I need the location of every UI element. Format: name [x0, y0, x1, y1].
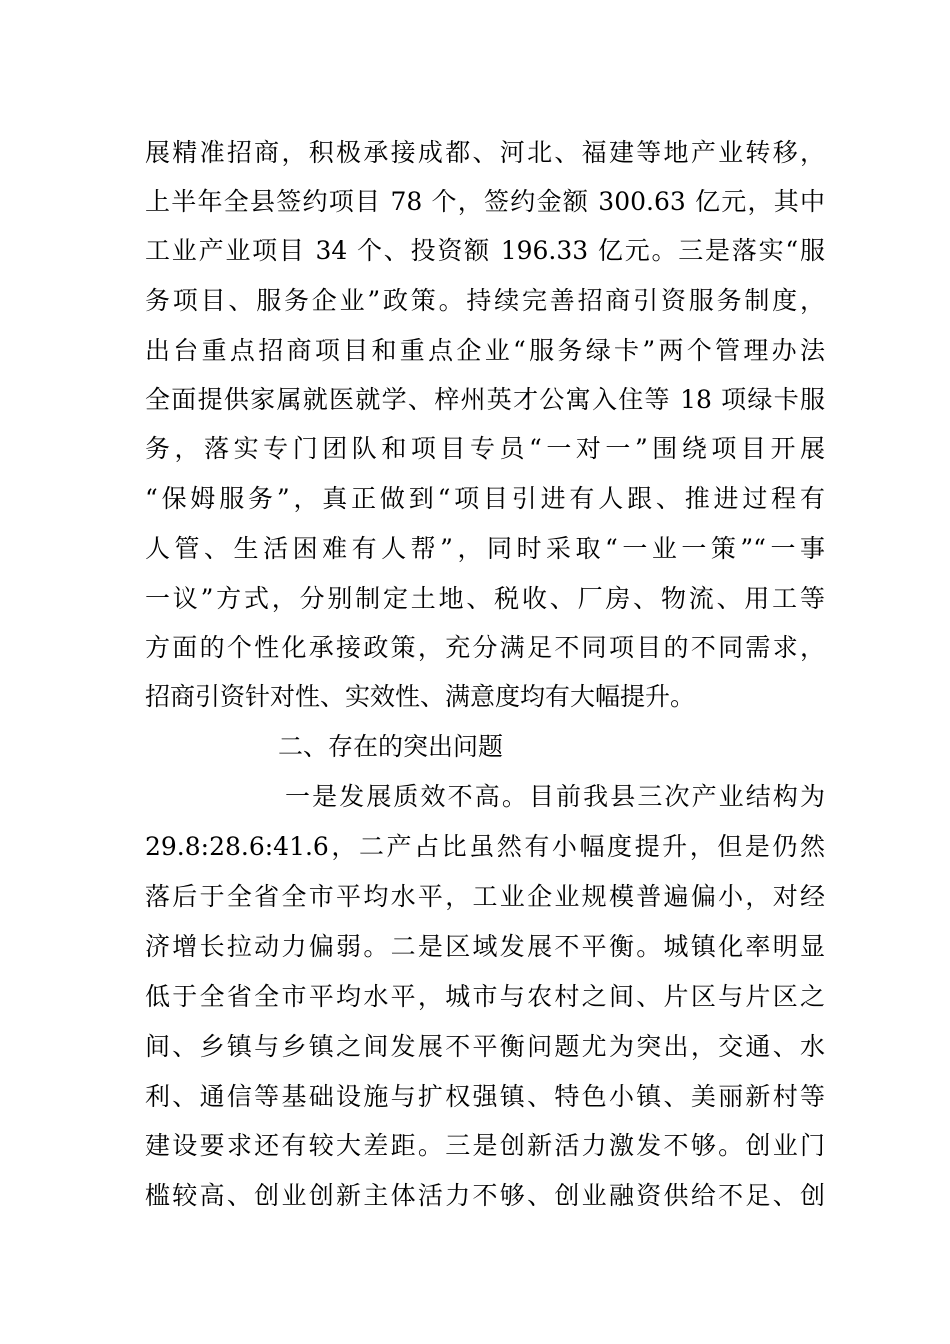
paragraph-line: 方面的个性化承接政策，充分满足不同项目的不同需求， — [145, 633, 825, 662]
paragraph-line: 落后于全省全市平均水平，工业企业规模普遍偏小，对经 — [145, 882, 825, 911]
paragraph-line: 全面提供家属就医就学、梓州英才公寓入住等 18 项绿卡服 — [145, 385, 825, 414]
paragraph-line: 建设要求还有较大差距。三是创新活力激发不够。创业门 — [145, 1131, 825, 1160]
paragraph-line: 29.8:28.6:41.6，二产占比虽然有小幅度提升，但是仍然 — [145, 832, 825, 861]
paragraph-line: 济增长拉动力偏弱。二是区域发展不平衡。城镇化率明显 — [145, 932, 825, 961]
paragraph-line: 招商引资针对性、实效性、满意度均有大幅提升。 — [145, 682, 696, 711]
paragraph-line: 出台重点招商项目和重点企业“服务绿卡”两个管理办法 — [145, 336, 825, 365]
paragraph-line: “保姆服务”，真正做到“项目引进有人跟、推进过程有 — [145, 484, 825, 513]
paragraph-line: 槛较高、创业创新主体活力不够、创业融资供给不足、创 — [145, 1181, 825, 1210]
paragraph-line: 上半年全县签约项目 78 个，签约金额 300.63 亿元，其中 — [145, 187, 825, 216]
paragraph-line: 工业产业项目 34 个、投资额 196.33 亿元。三是落实“服 — [145, 236, 825, 265]
paragraph-line: 展精准招商，积极承接成都、河北、福建等地产业转移， — [145, 138, 825, 167]
paragraph-line: 低于全省全市平均水平，城市与农村之间、片区与片区之 — [145, 982, 825, 1011]
paragraph-line: 务项目、服务企业”政策。持续完善招商引资服务制度， — [145, 286, 825, 315]
paragraph-line: 利、通信等基础设施与扩权强镇、特色小镇、美丽新村等 — [145, 1082, 825, 1111]
paragraph-line: 一议”方式，分别制定土地、税收、厂房、物流、用工等 — [145, 584, 825, 613]
paragraph-first-line: 一是发展质效不高。目前我县三次产业结构为 — [285, 782, 825, 811]
section-heading: 二、存在的突出问题 — [278, 732, 504, 761]
paragraph-line: 务，落实专门团队和项目专员“一对一”围绕项目开展 — [145, 434, 825, 463]
paragraph-line: 间、乡镇与乡镇之间发展不平衡问题尤为突出，交通、水 — [145, 1032, 825, 1061]
paragraph-line: 人管、生活困难有人帮”，同时采取“一业一策”“一事 — [145, 534, 825, 563]
